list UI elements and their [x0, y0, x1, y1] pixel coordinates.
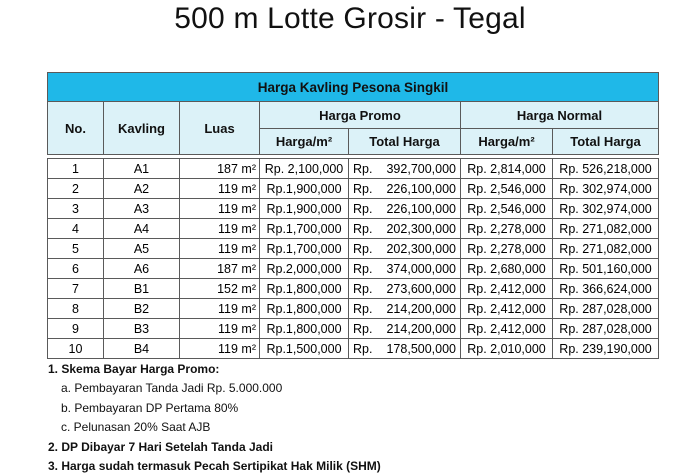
cell-promo-total — [349, 339, 461, 359]
promo-total-value: 226,100,000 — [386, 201, 456, 216]
cell-promo-total — [349, 159, 461, 179]
promo-total-value: 392,700,000 — [386, 161, 456, 176]
cell-kavling: B4 — [104, 339, 180, 359]
cell-promo-total — [349, 299, 461, 319]
cell-kavling: A3 — [104, 199, 180, 219]
cell-normal-total: Rp. 287,028,000 — [553, 299, 659, 319]
cell-luas: 119 m² — [180, 339, 260, 359]
currency-prefix: Rp. — [353, 221, 373, 236]
page-title: 500 m Lotte Grosir - Tegal — [174, 2, 526, 35]
cell-promo-total — [349, 219, 461, 239]
table-row — [48, 259, 659, 279]
header-normal-harga-m2: Harga/m² — [461, 129, 553, 155]
price-table — [47, 72, 659, 359]
note-1b: b. Pembayaran DP Pertama 80% — [61, 400, 239, 415]
cell-promo-harga-m2: Rp.2,000,000 — [260, 259, 349, 279]
cell-kavling: A2 — [104, 179, 180, 199]
cell-luas: 187 m² — [180, 259, 260, 279]
cell-no: 5 — [48, 239, 104, 259]
cell-luas: 119 m² — [180, 179, 260, 199]
cell-no: 3 — [48, 199, 104, 219]
promo-total-value: 202,300,000 — [386, 221, 456, 236]
table-row — [48, 219, 659, 239]
cell-normal-harga-m2: Rp. 2,546,000 — [461, 199, 553, 219]
table-row — [48, 239, 659, 259]
cell-promo-total — [349, 319, 461, 339]
note-1a: a. Pembayaran Tanda Jadi Rp. 5.000.000 — [61, 381, 283, 396]
cell-promo-harga-m2: Rp.1,800,000 — [260, 299, 349, 319]
cell-kavling: B3 — [104, 319, 180, 339]
header-promo-harga-m2: Harga/m² — [260, 129, 349, 155]
note-1: 1. Skema Bayar Harga Promo: — [48, 362, 220, 376]
cell-promo-total — [349, 279, 461, 299]
cell-promo-harga-m2: Rp.1,800,000 — [260, 319, 349, 339]
table-body — [48, 155, 659, 359]
cell-no: 4 — [48, 219, 104, 239]
currency-prefix: Rp. — [353, 201, 373, 216]
table-row — [48, 159, 659, 179]
cell-luas: 119 m² — [180, 239, 260, 259]
cell-promo-harga-m2: Rp.1,700,000 — [260, 239, 349, 259]
cell-luas: 119 m² — [180, 299, 260, 319]
table-row — [48, 179, 659, 199]
header-kavling: Kavling — [104, 102, 180, 155]
cell-normal-total: Rp. 271,082,000 — [553, 219, 659, 239]
cell-normal-harga-m2: Rp. 2,278,000 — [461, 239, 553, 259]
cell-promo-harga-m2: Rp.1,900,000 — [260, 199, 349, 219]
table-row — [48, 319, 659, 339]
cell-normal-harga-m2: Rp. 2,412,000 — [461, 319, 553, 339]
table-banner: Harga Kavling Pesona Singkil — [48, 73, 659, 102]
cell-kavling: B1 — [104, 279, 180, 299]
header-luas: Luas — [180, 102, 260, 155]
cell-normal-harga-m2: Rp. 2,278,000 — [461, 219, 553, 239]
note-3: 3. Harga sudah termasuk Pecah Sertipikat Hak Milik (SHM) — [48, 459, 381, 474]
cell-luas: 187 m² — [180, 159, 260, 179]
cell-kavling: A1 — [104, 159, 180, 179]
cell-kavling: B2 — [104, 299, 180, 319]
cell-kavling: A6 — [104, 259, 180, 279]
promo-total-value: 178,500,000 — [386, 341, 456, 356]
cell-normal-harga-m2: Rp. 2,412,000 — [461, 279, 553, 299]
cell-promo-harga-m2: Rp.1,900,000 — [260, 179, 349, 199]
cell-normal-total: Rp. 302,974,000 — [553, 199, 659, 219]
cell-luas: 119 m² — [180, 319, 260, 339]
currency-prefix: Rp. — [353, 301, 373, 316]
cell-no: 9 — [48, 319, 104, 339]
cell-normal-total: Rp. 302,974,000 — [553, 179, 659, 199]
promo-total-value: 214,200,000 — [386, 321, 456, 336]
cell-kavling: A4 — [104, 219, 180, 239]
header-promo-total: Total Harga — [349, 129, 461, 155]
payment-notes — [48, 360, 381, 476]
cell-normal-total: Rp. 239,190,000 — [553, 339, 659, 359]
cell-no: 7 — [48, 279, 104, 299]
currency-prefix: Rp. — [353, 281, 373, 296]
cell-normal-harga-m2: Rp. 2,546,000 — [461, 179, 553, 199]
cell-no: 6 — [48, 259, 104, 279]
cell-promo-total — [349, 239, 461, 259]
note-1c: c. Pelunasan 20% Saat AJB — [61, 420, 211, 435]
cell-promo-harga-m2: Rp. 2,100,000 — [260, 159, 349, 179]
cell-luas: 119 m² — [180, 199, 260, 219]
cell-normal-total: Rp. 366,624,000 — [553, 279, 659, 299]
cell-promo-harga-m2: Rp.1,700,000 — [260, 219, 349, 239]
cell-normal-total: Rp. 287,028,000 — [553, 319, 659, 339]
promo-total-value: 202,300,000 — [386, 241, 456, 256]
cell-normal-total: Rp. 271,082,000 — [553, 239, 659, 259]
cell-normal-harga-m2: Rp. 2,010,000 — [461, 339, 553, 359]
cell-normal-harga-m2: Rp. 2,680,000 — [461, 259, 553, 279]
cell-normal-total: Rp. 526,218,000 — [553, 159, 659, 179]
table-row — [48, 339, 659, 359]
currency-prefix: Rp. — [353, 161, 373, 176]
cell-luas: 152 m² — [180, 279, 260, 299]
header-harga-normal: Harga Normal — [461, 102, 659, 129]
cell-promo-harga-m2: Rp.1,800,000 — [260, 279, 349, 299]
cell-promo-harga-m2: Rp.1,500,000 — [260, 339, 349, 359]
table-row — [48, 199, 659, 219]
currency-prefix: Rp. — [353, 241, 373, 256]
currency-prefix: Rp. — [353, 321, 373, 336]
cell-promo-total — [349, 179, 461, 199]
cell-promo-total — [349, 259, 461, 279]
header-normal-total: Total Harga — [553, 129, 659, 155]
table-row — [48, 299, 659, 319]
cell-normal-total: Rp. 501,160,000 — [553, 259, 659, 279]
cell-normal-harga-m2: Rp. 2,412,000 — [461, 299, 553, 319]
cell-no: 10 — [48, 339, 104, 359]
note-2: 2. DP Dibayar 7 Hari Setelah Tanda Jadi — [48, 439, 273, 454]
promo-total-value: 226,100,000 — [386, 181, 456, 196]
cell-luas: 119 m² — [180, 219, 260, 239]
header-harga-promo: Harga Promo — [260, 102, 461, 129]
header-no: No. — [48, 102, 104, 155]
promo-total-value: 214,200,000 — [386, 301, 456, 316]
cell-normal-harga-m2: Rp. 2,814,000 — [461, 159, 553, 179]
currency-prefix: Rp. — [353, 261, 373, 276]
cell-no: 8 — [48, 299, 104, 319]
cell-no: 1 — [48, 159, 104, 179]
currency-prefix: Rp. — [353, 341, 373, 356]
cell-kavling: A5 — [104, 239, 180, 259]
table-row — [48, 279, 659, 299]
currency-prefix: Rp. — [353, 181, 373, 196]
promo-total-value: 273,600,000 — [386, 281, 456, 296]
promo-total-value: 374,000,000 — [386, 261, 456, 276]
cell-no: 2 — [48, 179, 104, 199]
cell-promo-total — [349, 199, 461, 219]
